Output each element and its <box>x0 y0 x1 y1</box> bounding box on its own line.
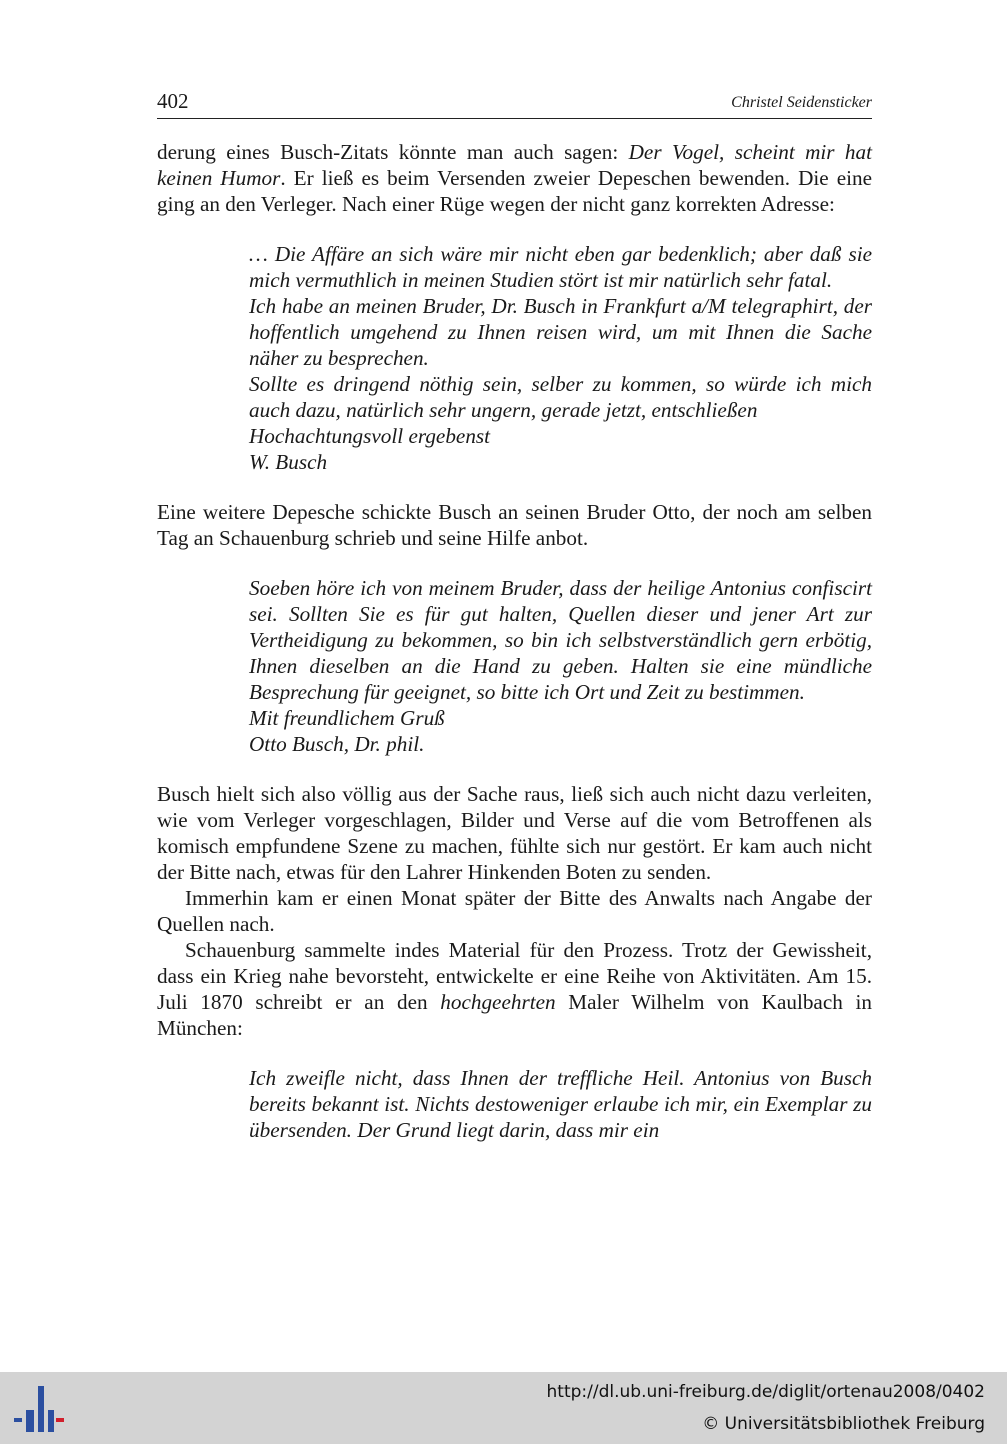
copyright-notice: © Universitätsbibliothek Freiburg <box>702 1414 985 1434</box>
page-number: 402 <box>157 89 189 113</box>
quote-1-line: Sollte es dringend nöthig sein, selber zu kommen, so würde ich mich auch dazu, natürlich sehr ungern, gerade jetzt, entschließen <box>249 372 872 422</box>
paragraph-3: Busch hielt sich also völlig aus der Sache raus, ließ sich auch nicht dazu verleiten, wie vom Verleger vorgeschlagen, Bilder und Verse auf die vom Betroffenen als komisch empfundene Szene zu machen, fühlte sich nur gestört. Er kam auch nicht der Bitte nach, etwas für den Lahrer Hinkenden Boten zu senden. <box>157 782 872 884</box>
paragraph-1-emphasis: Der Vogel, scheint mir hat keinen Humor <box>157 140 872 190</box>
paragraph-5-text-c: Maler Wilhelm von Kaulbach in München: <box>157 990 873 1040</box>
paragraph-5 <box>157 937 872 1041</box>
quote-2-line: Otto Busch, Dr. phil. <box>249 732 425 756</box>
footer-bar <box>0 1372 1007 1444</box>
page-header <box>157 88 872 119</box>
quote-1 <box>249 241 872 475</box>
quote-1-line: … Die Affäre an sich wäre mir nicht eben gar bedenklich; aber daß sie mich vermuthlich in meinen Studien stört ist mir natürlich sehr fatal. <box>249 242 872 292</box>
quote-3-line: Ich zweifle nicht, dass Ihnen der treffliche Heil. Antonius von Busch bereits bekannt ist. Nichts destoweniger erlaube ich mir, ein Exemplar zu übersenden. Der Grund liegt darin, dass mir ein <box>249 1066 872 1142</box>
paragraph-2: Eine weitere Depesche schickte Busch an seinen Bruder Otto, der noch am selben Tag an Schauenburg schrieb und seine Hilfe anbot. <box>157 500 872 550</box>
running-head: Christel Seidensticker <box>731 94 872 111</box>
quote-1-line: Hochachtungsvoll ergebenst <box>249 424 491 448</box>
quote-1-line: Ich habe an meinen Bruder, Dr. Busch in Frankfurt a/M telegraphirt, der hoffentlich umgehend zu Ihnen reisen wird, um mit Ihnen die Sache näher zu besprechen. <box>249 294 872 370</box>
paragraph-5-emphasis: hochgeehrten <box>440 990 556 1014</box>
quote-1-line: W. Busch <box>249 450 328 474</box>
paragraph-1-text-a: derung eines Busch-Zitats könnte man auch sagen: <box>157 140 629 164</box>
quote-3 <box>249 1065 872 1143</box>
paragraph-5-text-a: Schauenburg sammelte indes Material für den Prozess. Trotz der Gewissheit, dass ein Krieg nahe bevorsteht, entwickelte er eine Reihe von Aktivitäten. Am 15. Juli 1870 schreibt er an den <box>157 938 872 1014</box>
paragraph-1 <box>157 139 872 217</box>
paragraph-1-text-c: . Er ließ es beim Versenden zweier Depeschen bewenden. Die eine ging an den Verleger. Nach einer Rüge wegen der nicht ganz korrekten Adresse: <box>157 166 873 216</box>
body-text <box>157 139 872 1167</box>
quote-2-line: Mit freundlichem Gruß <box>249 706 445 730</box>
source-url-link[interactable]: http://dl.ub.uni-freiburg.de/diglit/ortenau2008/0402 <box>546 1382 985 1402</box>
quote-2-line: Soeben höre ich von meinem Bruder, dass der heilige Antonius confiscirt sei. Sollten Sie es für gut halten, Quellen dieser und jener Art zur Vertheidigung zu bekommen, so bin ich selbstverständlich gern erbötig, Ihnen dieselben an die Hand zu geben. Halten sie eine mündliche Besprechung für geeignet, so bitte ich Ort und Zeit zu bestimmen. <box>249 576 872 704</box>
paragraph-4: Immerhin kam er einen Monat später der Bitte des Anwalts nach Angabe der Quellen nach. <box>157 886 872 936</box>
quote-2 <box>249 575 872 757</box>
ub-freiburg-logo-icon <box>12 1382 64 1434</box>
